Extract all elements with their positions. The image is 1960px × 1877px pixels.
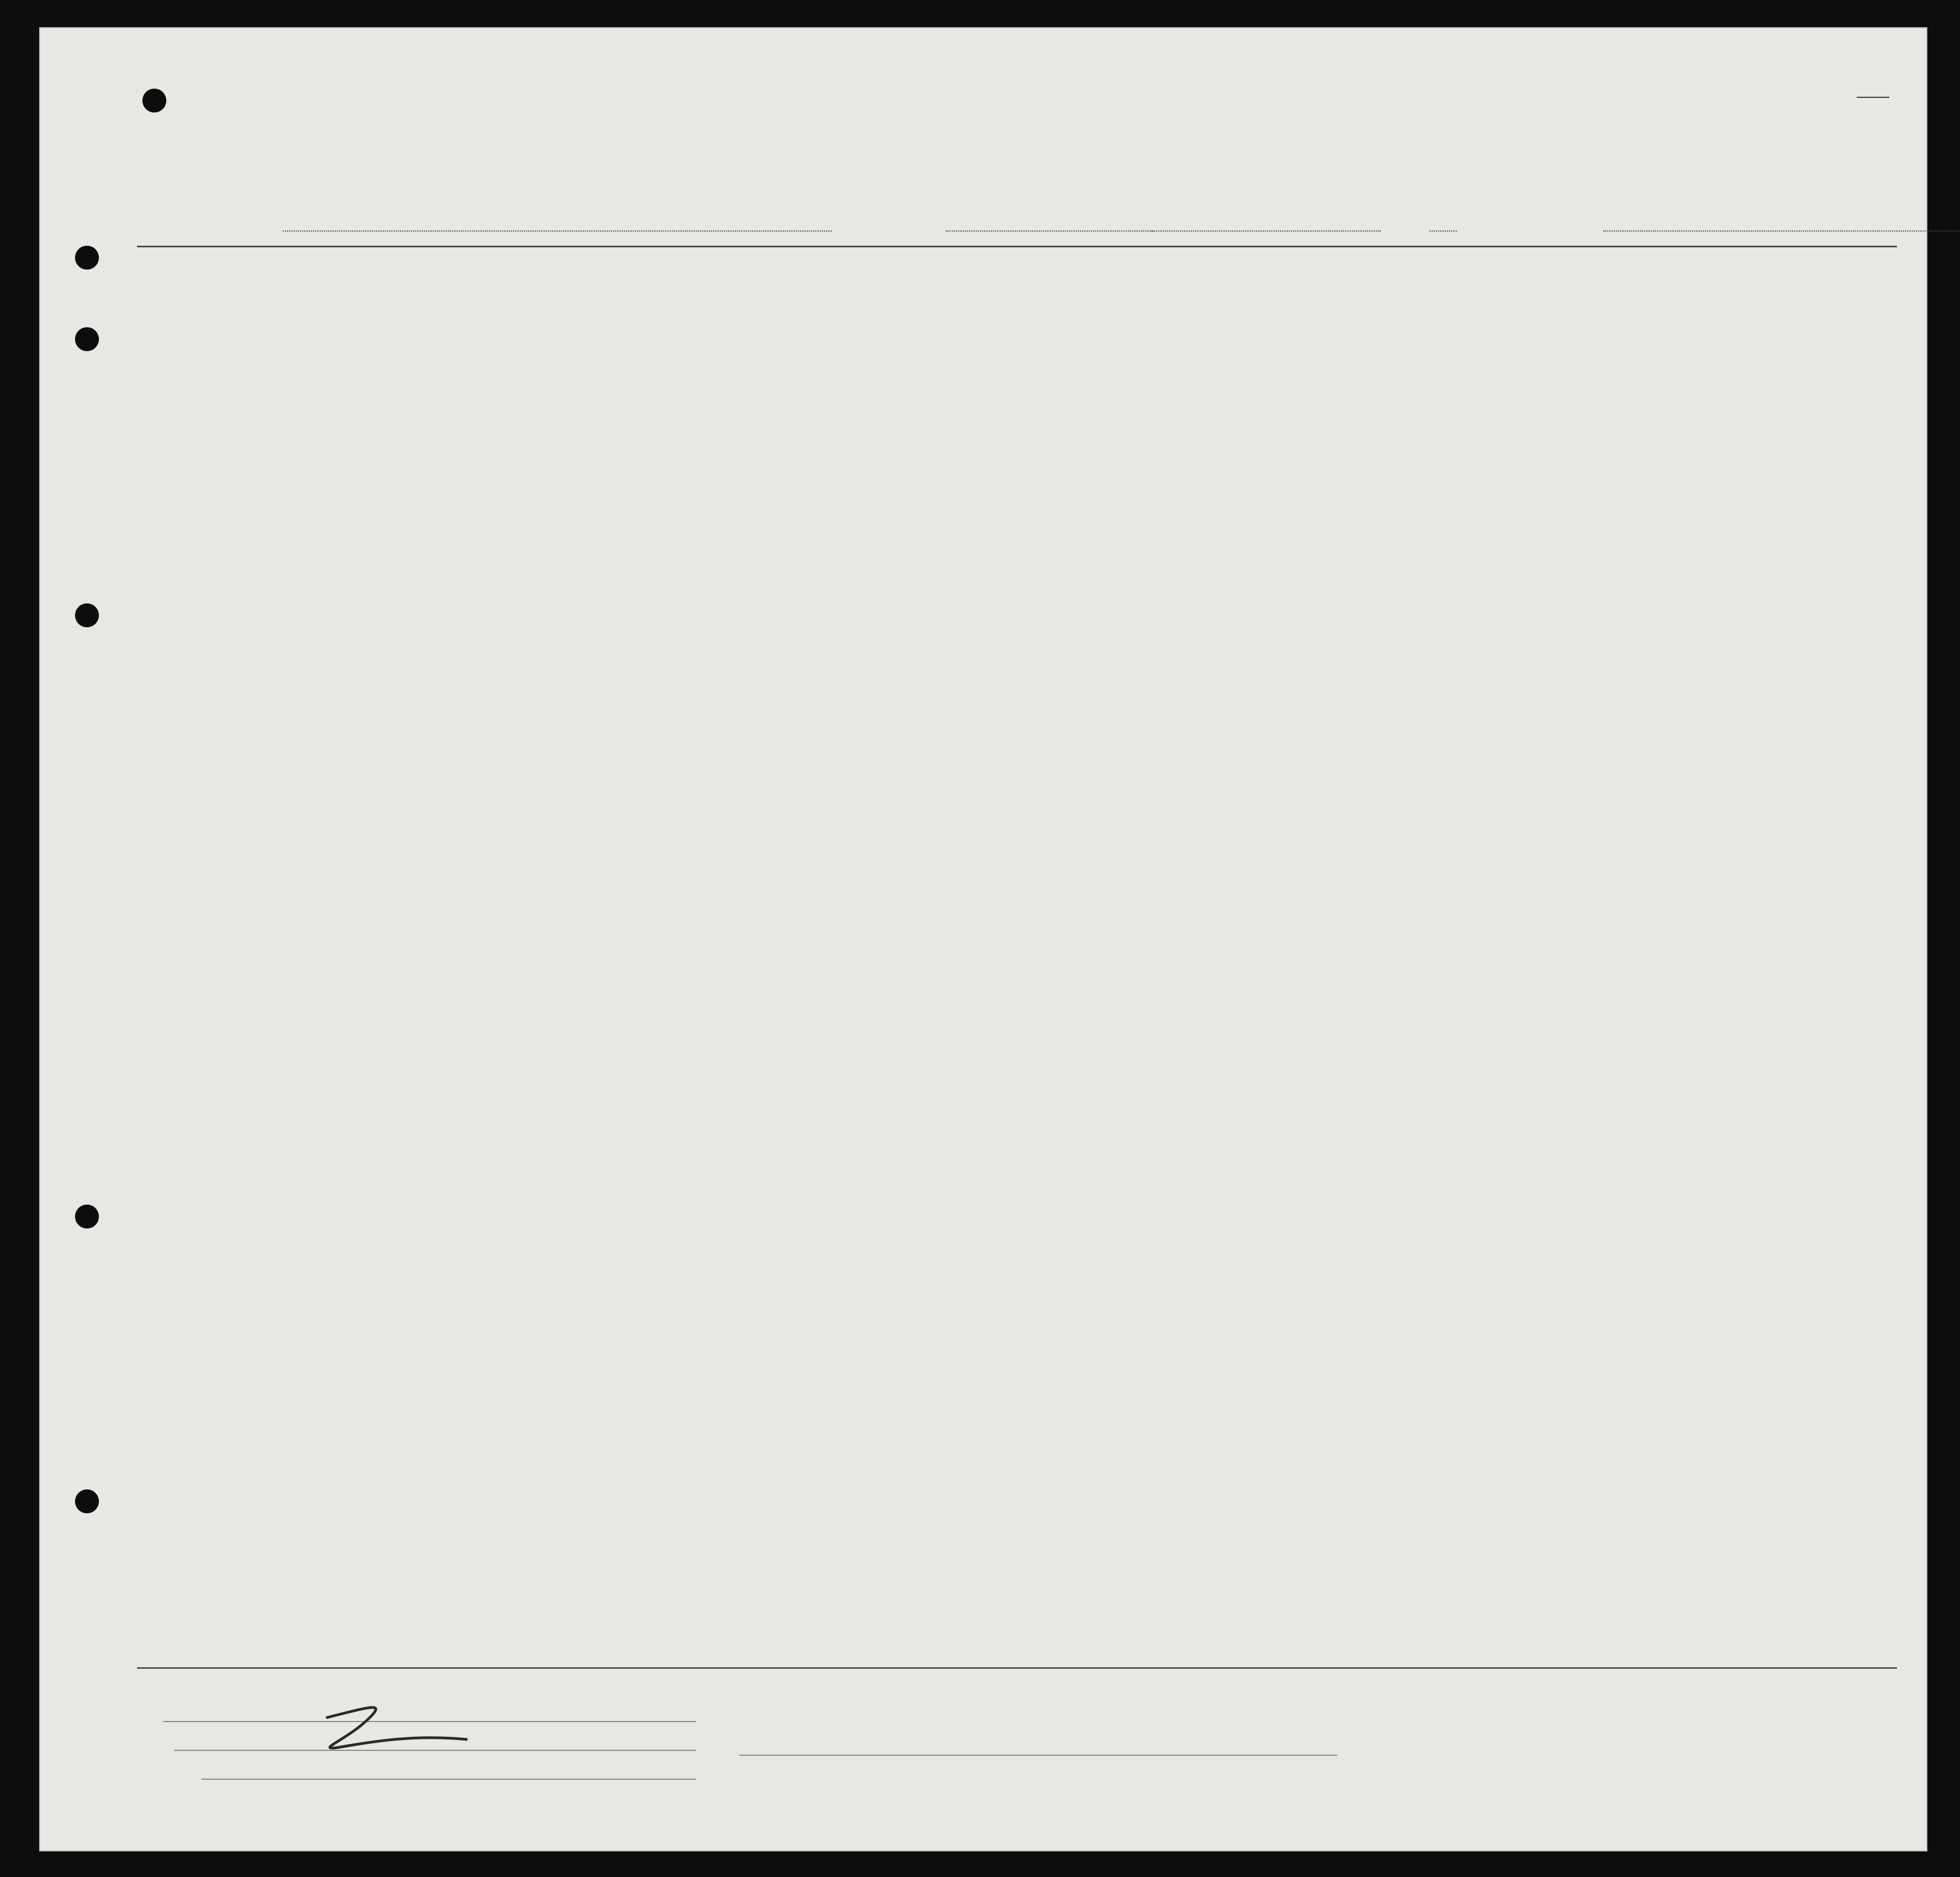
handwritten-mark — [304, 1696, 489, 1761]
sheet-value — [1857, 67, 1889, 98]
sheet-number — [1857, 67, 1889, 97]
binder-hole — [75, 1489, 99, 1513]
line-mark — [304, 1696, 489, 1764]
inspector-field — [739, 1755, 1337, 1756]
binder-hole — [75, 1205, 99, 1229]
local-agents-field — [201, 1779, 696, 1780]
binder-hole — [75, 327, 99, 351]
binder-hole — [75, 603, 99, 627]
date-field — [1152, 205, 1381, 232]
binder-hole — [142, 89, 166, 113]
crew-manifest-table — [137, 246, 1897, 1669]
year-field — [1430, 205, 1457, 232]
from-port-field — [1603, 205, 1960, 232]
arriving-port-field — [946, 205, 1152, 232]
vessel-line — [228, 205, 1832, 236]
binder-hole — [75, 246, 99, 270]
vessel-name-field — [283, 205, 832, 232]
